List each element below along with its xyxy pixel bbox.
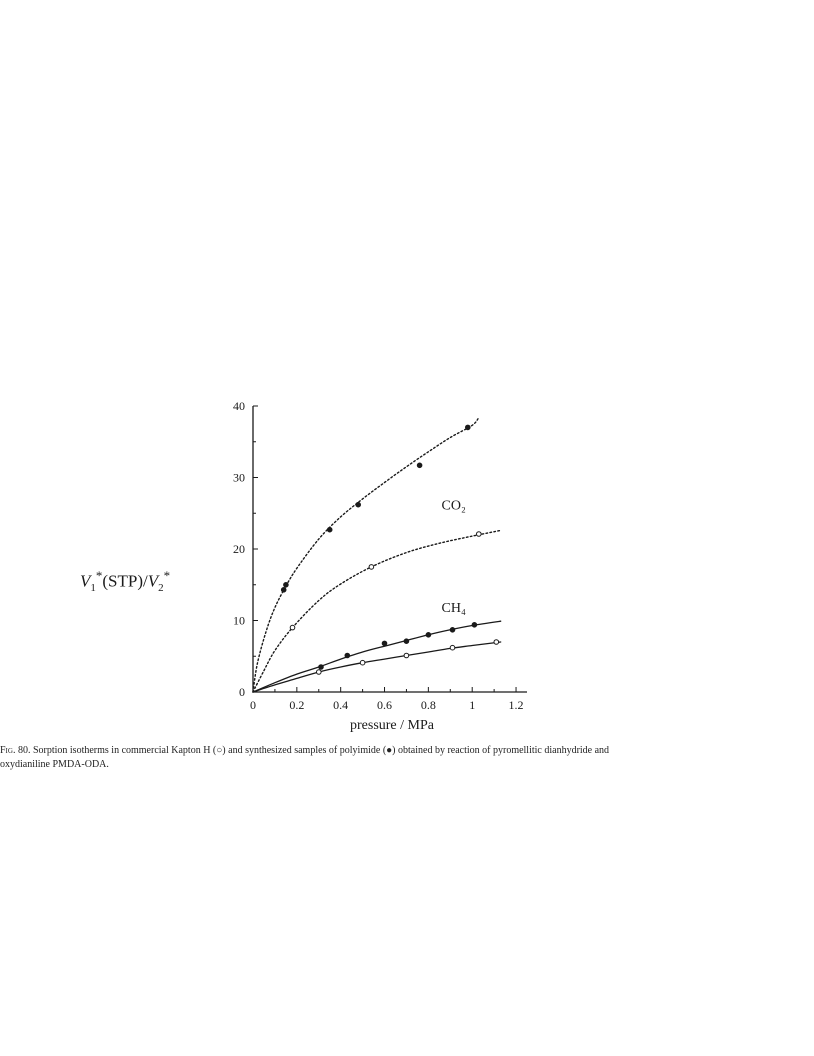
y-label-star2: *	[163, 568, 171, 583]
co2-filled-point	[284, 583, 289, 588]
ch4-open-point	[450, 645, 455, 650]
co2-filled-point	[327, 527, 332, 532]
x-axis-label: pressure / MPa	[350, 718, 434, 733]
ch4-filled-point	[319, 665, 324, 670]
y-label-star1: *	[95, 568, 103, 583]
x-tick-label: 0.2	[289, 698, 305, 712]
chart-curves	[253, 417, 501, 692]
ch4-filled-point	[450, 628, 455, 633]
chart-markers	[281, 425, 498, 674]
co2-filled-point	[466, 425, 471, 430]
chart-labels	[233, 399, 524, 733]
ch4-filled-point	[426, 633, 431, 638]
x-tick-label: 1	[469, 698, 476, 712]
ch4-filled-point	[345, 653, 350, 658]
ch4-filled-point	[404, 639, 409, 644]
y-label-stp: (STP)/	[102, 571, 148, 591]
x-tick-label: 1.2	[508, 698, 524, 712]
y-tick-label: 0	[239, 685, 245, 699]
ch4-filled-point	[472, 623, 477, 628]
y-axis-label	[80, 568, 170, 594]
co2-filled-point	[417, 463, 422, 468]
ch4-filled-curve	[253, 621, 501, 692]
ch4-open-point	[360, 660, 365, 665]
ch4-open-curve	[253, 642, 501, 692]
chart-axes	[253, 406, 527, 692]
figure-caption	[0, 744, 640, 772]
ch4-open-point	[494, 640, 499, 645]
y-tick-label: 40	[233, 399, 245, 413]
y-tick-label: 20	[233, 542, 245, 556]
y-label-sub2: 2	[158, 582, 164, 595]
caption-text: Sorption isotherms in commercial Kapton H (○) and synthesized samples of polyimide (●) obtained by reaction of pyromellitic dianhydride and oxydianiline PMDA-ODA.	[0, 745, 610, 770]
figure-number: Fig. 80.	[0, 745, 31, 756]
y-label-v2: V	[147, 571, 159, 591]
gas-label: CH₄	[441, 600, 466, 616]
co2-filled-point	[356, 502, 361, 507]
ch4-open-point	[404, 653, 409, 658]
gas-label: CO₂	[441, 498, 466, 514]
x-tick-label: 0.8	[420, 698, 436, 712]
co2-open-point	[477, 532, 482, 537]
x-tick-label: 0.6	[377, 698, 393, 712]
co2-open-point	[290, 625, 295, 630]
y-tick-label: 30	[233, 470, 245, 485]
x-tick-label: 0	[250, 698, 256, 712]
co2-filled-point	[281, 588, 286, 593]
y-label-v1: V	[80, 571, 91, 591]
y-tick-label: 10	[233, 613, 245, 628]
y-label-sub1: 1	[90, 582, 96, 595]
x-tick-label: 0.4	[333, 698, 349, 712]
ch4-open-point	[317, 670, 322, 675]
ch4-filled-point	[382, 641, 387, 646]
co2-open-point	[369, 565, 374, 570]
